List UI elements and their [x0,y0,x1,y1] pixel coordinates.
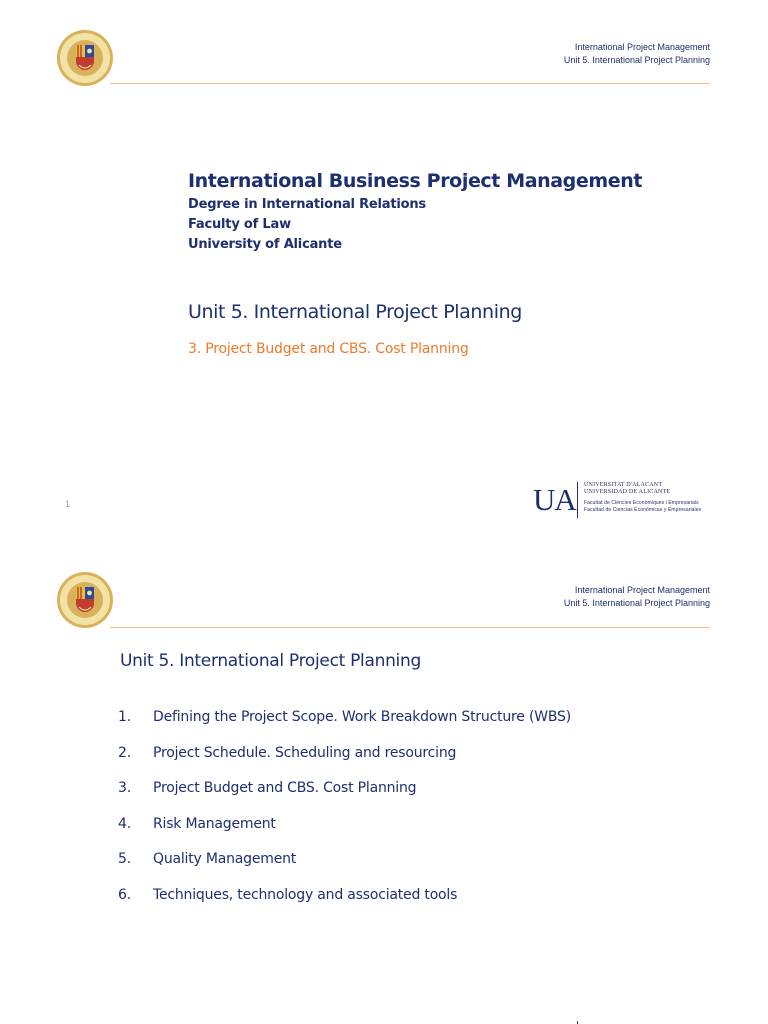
unit-title: Unit 5. International Project Planning [188,301,522,323]
ua-logo [533,480,718,520]
logo-name-valencian: UNIVERSITAT D'ALACANT [584,482,663,488]
item-number: 5. [118,851,131,867]
running-header [564,41,710,67]
header-divider [110,627,710,628]
item-text: Project Budget and CBS. Cost Planning [153,780,417,796]
header-course: International Project Management [574,585,710,595]
agenda-title: Unit 5. International Project Planning [120,651,421,671]
header-course: International Project Management [574,42,710,52]
logo-faculty-spanish: Facultad de Ciencias Económicas y Empresariales [584,507,702,513]
item-text: Techniques, technology and associated tools [153,886,458,903]
header-divider [110,83,710,84]
header-unit: Unit 5. International Project Planning [563,598,710,608]
logo-divider [577,482,578,518]
item-number: 6. [118,886,131,903]
item-number: 4. [118,815,131,832]
slide-agenda [0,543,768,1024]
university-seal-icon [56,571,114,629]
unit-subtitle: 3. Project Budget and CBS. Cost Planning [188,341,469,357]
university-line: University of Alicante [188,237,342,252]
item-number: 3. [118,780,131,796]
logo-faculty-valencian: Facultat de Ciències Econòmiques i Empresarials [584,500,699,506]
title-block [188,168,642,255]
running-header [564,584,710,610]
degree-line: Degree in International Relations [188,197,426,212]
item-text: Quality Management [153,851,297,867]
item-text: Project Schedule. Scheduling and resourcing [153,744,457,761]
page-number: 1 [65,499,71,509]
logo-text [584,482,701,514]
faculty-line: Faculty of Law [188,217,291,232]
university-seal-icon [56,29,114,87]
item-text: Defining the Project Scope. Work Breakdown Structure (WBS) [153,709,571,725]
item-text: Risk Management [153,815,276,832]
logo-name-spanish: UNIVERSIDAD DE ALICANTE [584,489,671,495]
header-unit: Unit 5. International Project Planning [563,55,710,65]
item-number: 1. [118,709,131,725]
ua-logo-mark: UA [533,482,576,517]
item-number: 2. [118,744,131,761]
course-title: International Business Project Management [188,170,643,192]
